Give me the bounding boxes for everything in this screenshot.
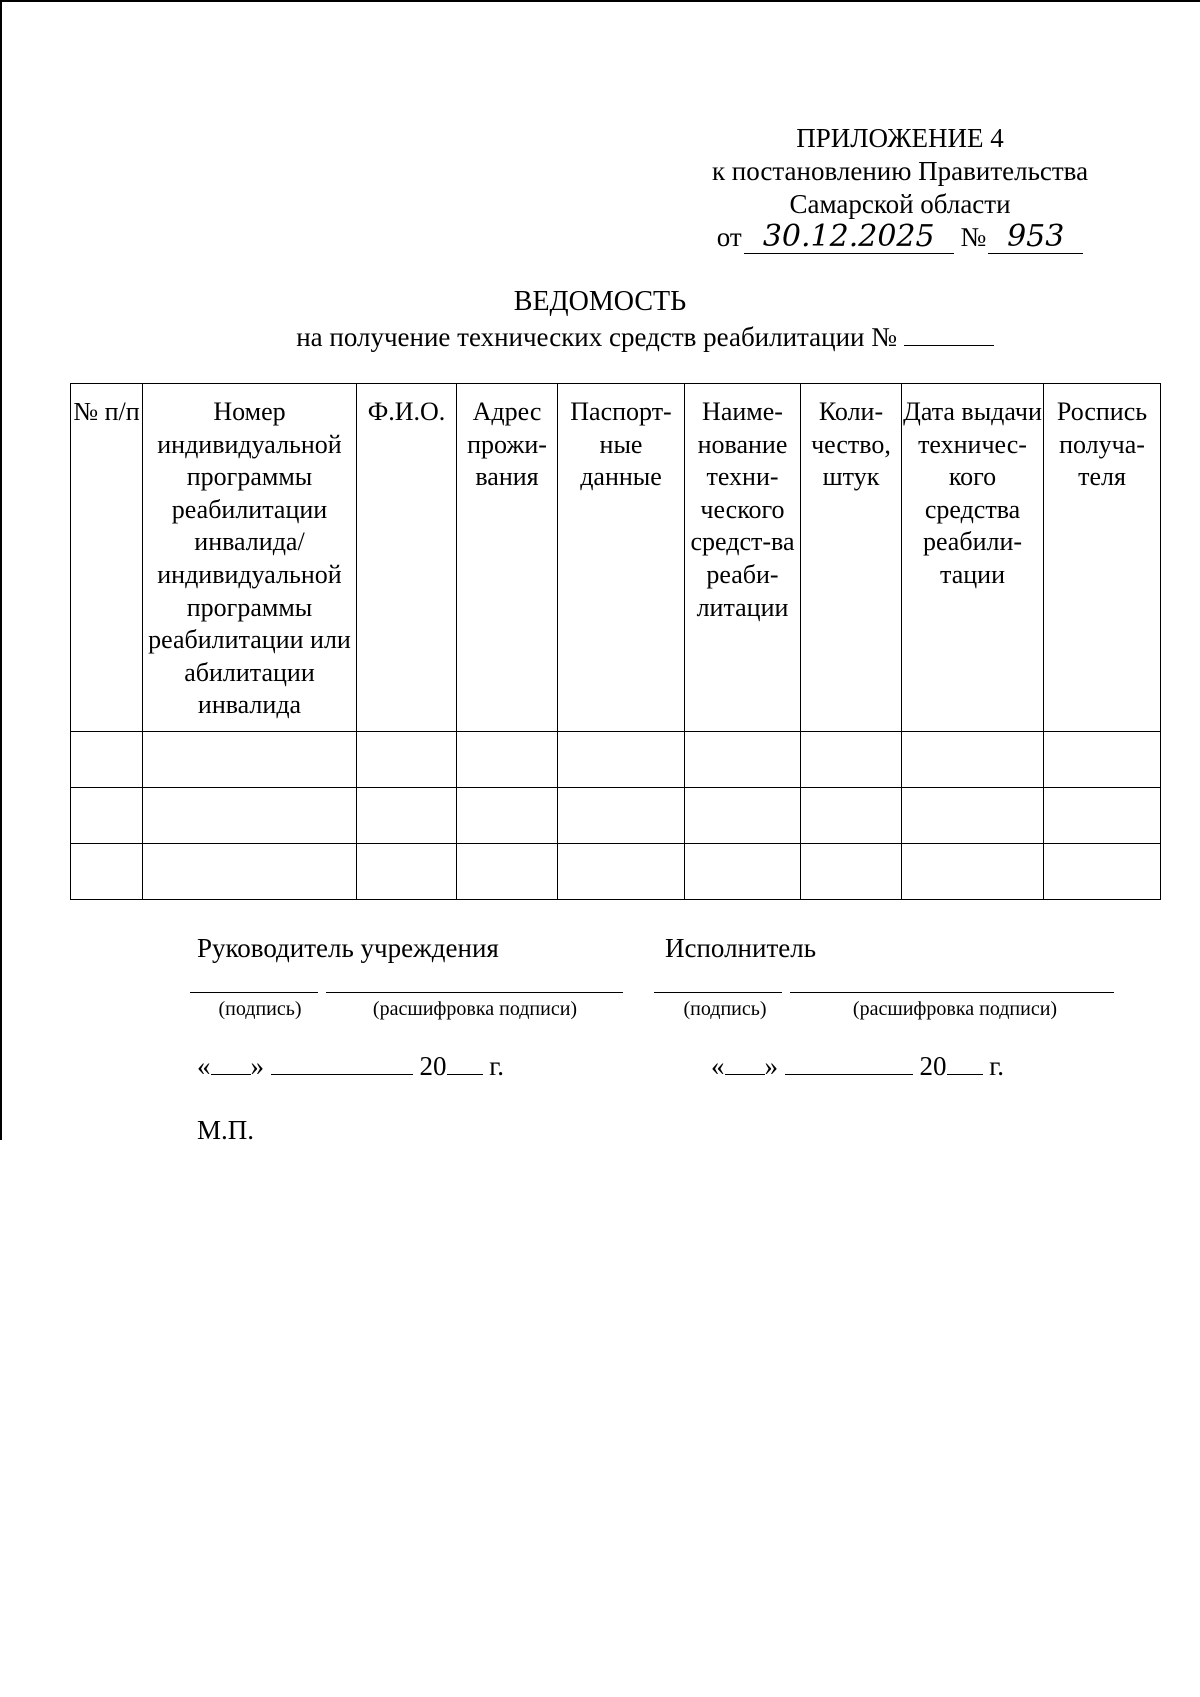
executor-label: Исполнитель <box>665 933 817 963</box>
day-blank <box>725 1050 765 1075</box>
header-cell-device-name: Наиме-нование техни-ческого средст-ва реаби-литации <box>685 384 801 732</box>
table-cell <box>457 844 558 900</box>
table-cell <box>357 788 457 844</box>
table-cell <box>457 788 558 844</box>
table-cell <box>902 732 1044 788</box>
table-cell <box>71 732 143 788</box>
month-blank <box>271 1050 413 1075</box>
table-header-row <box>71 384 1161 732</box>
table-row <box>71 788 1161 844</box>
table-cell <box>71 788 143 844</box>
head-signature-caption: (подпись) <box>218 998 302 1020</box>
table-cell <box>558 732 685 788</box>
table-cell <box>902 844 1044 900</box>
stamp-placeholder: М.П. <box>197 1115 255 1145</box>
year-prefix: 20 <box>419 1051 447 1081</box>
month-blank <box>785 1050 913 1075</box>
header-cell-program: Номер индивидуальной программы реабилитации инвалида/ индивидуальной программы реабилитации или абилитации инвалида <box>143 384 357 732</box>
head-decode-line <box>326 992 623 993</box>
appendix-line-2: Самарской области <box>789 189 1011 219</box>
subtitle-text: на получение технических средств реабилитации № <box>296 322 898 352</box>
year-blank <box>447 1050 483 1075</box>
header-cell-signature: Роспись получа-теля <box>1044 384 1161 732</box>
appendix-title: ПРИЛОЖЕНИЕ 4 <box>796 123 1004 153</box>
appendix-line-1: к постановлению Правительства <box>711 156 1089 186</box>
handwritten-number: 953 <box>988 221 1083 254</box>
scan-edge-top <box>0 0 1200 2</box>
scan-edge-left <box>0 0 2 1140</box>
table-cell <box>357 844 457 900</box>
head-signature-line <box>190 992 318 993</box>
table-cell <box>457 732 558 788</box>
table-cell <box>685 844 801 900</box>
header-cell-issue-date: Дата выдачи техничес-кого средства реабили-тации <box>902 384 1044 732</box>
year-suffix: г. <box>989 1051 1005 1081</box>
rehab-table <box>70 383 1161 900</box>
day-blank <box>211 1050 251 1075</box>
table-cell <box>801 732 902 788</box>
table-cell <box>143 732 357 788</box>
table-cell <box>143 844 357 900</box>
header-cell-fio: Ф.И.О. <box>357 384 457 732</box>
executor-date-line <box>711 1050 1004 1082</box>
table-cell <box>902 788 1044 844</box>
table-cell <box>357 732 457 788</box>
table-cell <box>685 732 801 788</box>
date-close-quote: » <box>764 1051 778 1081</box>
header-cell-number: № п/п <box>71 384 143 732</box>
table-body <box>71 732 1161 900</box>
table-cell <box>558 788 685 844</box>
table-cell <box>558 844 685 900</box>
year-suffix: г. <box>489 1051 505 1081</box>
table-row <box>71 732 1161 788</box>
table-cell <box>1044 844 1161 900</box>
executor-decode-caption: (расшифровка подписи) <box>852 998 1058 1020</box>
header-cell-address: Адрес прожи-вания <box>457 384 558 732</box>
executor-signature-line <box>654 992 782 993</box>
table-cell <box>1044 732 1161 788</box>
header-cell-passport: Паспорт-ные данные <box>558 384 685 732</box>
handwritten-date: 30.12.2025 <box>744 221 954 254</box>
number-prefix: № <box>960 222 987 252</box>
header-cell-quantity: Коли-чество, штук <box>801 384 902 732</box>
table-cell <box>801 788 902 844</box>
table-cell <box>71 844 143 900</box>
year-blank <box>947 1050 983 1075</box>
appendix-date-line <box>690 221 1110 254</box>
year-prefix: 20 <box>919 1051 947 1081</box>
executor-signature-caption: (подпись) <box>683 998 767 1020</box>
subtitle-number-blank <box>904 321 994 346</box>
table-row <box>71 844 1161 900</box>
document-title: ВЕДОМОСТЬ <box>513 286 687 317</box>
appendix-block <box>690 122 1110 254</box>
date-close-quote: » <box>250 1051 264 1081</box>
table-cell <box>801 844 902 900</box>
table-cell <box>685 788 801 844</box>
document-subtitle <box>0 320 1200 354</box>
table-cell <box>143 788 357 844</box>
date-open-quote: « <box>711 1051 725 1081</box>
table-cell <box>1044 788 1161 844</box>
head-decode-caption: (расшифровка подписи) <box>372 998 578 1020</box>
date-prefix: от <box>716 222 742 252</box>
head-date-line <box>197 1050 504 1082</box>
executor-decode-line <box>790 992 1114 993</box>
head-of-institution-label: Руководитель учреждения <box>197 933 499 963</box>
date-open-quote: « <box>197 1051 211 1081</box>
